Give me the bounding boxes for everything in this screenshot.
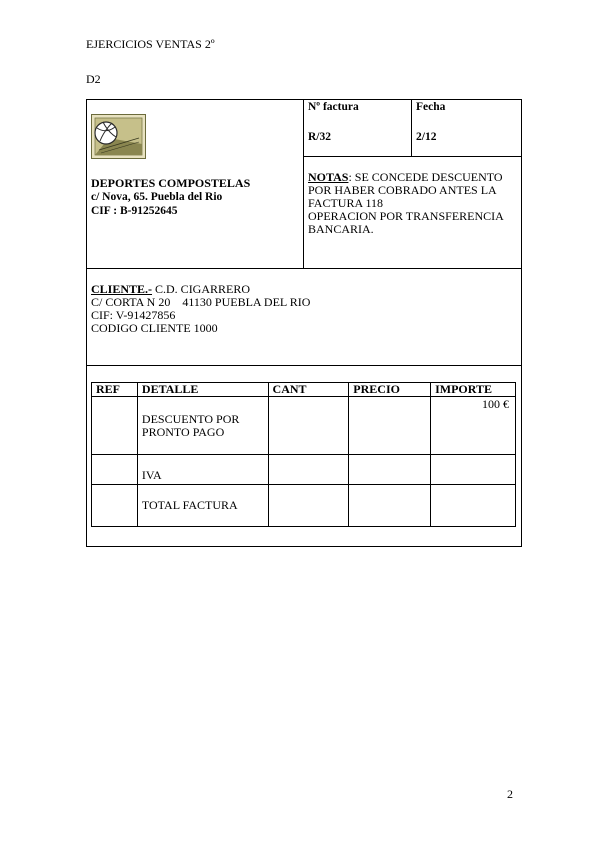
row-1-importe: 100 € [431,397,516,455]
client-block [91,283,511,335]
column-header-importe: IMPORTE [431,383,516,397]
notes-line-5: BANCARIA. [308,222,374,236]
company-cif: CIF : B-91252645 [91,205,178,217]
table-row [92,397,516,455]
invoice-notes-divider [303,156,522,157]
invoice-date-divider [411,99,412,157]
client-cif: CIF: V-91427856 [91,308,176,322]
row-1-cant [268,397,349,455]
row-3-cant [268,485,349,527]
volleyball-icon [91,114,146,159]
invoice-date-label: Fecha [416,101,446,113]
table-row [92,455,516,485]
column-header-ref: REF [92,383,138,397]
row-1-ref [92,397,138,455]
invoice-number: R/32 [308,131,331,143]
row-2-cant [268,455,349,485]
table-row [92,485,516,527]
page-number: 2 [507,787,513,801]
table-header-row [92,383,516,397]
row-2-ref [92,455,138,485]
row-1-detalle [137,397,268,455]
notes-line-2: POR HABER COBRADO ANTES LA [308,183,497,197]
column-header-detalle: DETALLE [137,383,268,397]
notes-label: NOTAS [308,170,349,184]
row-3-ref [92,485,138,527]
column-header-precio: PRECIO [349,383,431,397]
row-3-detalle: TOTAL FACTURA [137,485,268,527]
notes-text-1: : SE CONCEDE DESCUENTO [348,170,503,184]
company-name: DEPORTES COMPOSTELAS [91,176,251,190]
notes-line-3: FACTURA 118 [308,196,384,210]
invoice-date: 2/12 [416,131,437,143]
notes-block [308,171,518,236]
client-label: CLIENTE.- [91,282,153,296]
row-1-detalle-line-1: DESCUENTO POR [141,412,240,426]
row-1-precio [349,397,431,455]
client-top-divider [86,268,522,269]
notes-line-4: OPERACION POR TRANSFERENCIA [308,209,504,223]
row-2-precio [349,455,431,485]
row-3-precio [349,485,431,527]
document-title: EJERCICIOS VENTAS 2º [86,37,215,51]
column-header-cant: CANT [268,383,349,397]
row-2-importe [431,455,516,485]
document-code: D2 [86,72,101,86]
header-divider-vertical [303,99,304,268]
client-bottom-divider [86,365,522,366]
row-3-importe [431,485,516,527]
client-address-city: 41130 PUEBLA DEL RIO [182,295,311,309]
client-name: C.D. CIGARRERO [152,282,251,296]
client-address-street: C/ CORTA N 20 [91,295,171,309]
company-address: c/ Nova, 65. Puebla del Rio [91,191,223,203]
row-2-detalle: IVA [137,455,268,485]
row-1-detalle-line-2: PRONTO PAGO [141,425,225,439]
client-code: CODIGO CLIENTE 1000 [91,321,218,335]
invoice-number-label: Nº factura [308,101,359,113]
items-table [91,382,516,527]
